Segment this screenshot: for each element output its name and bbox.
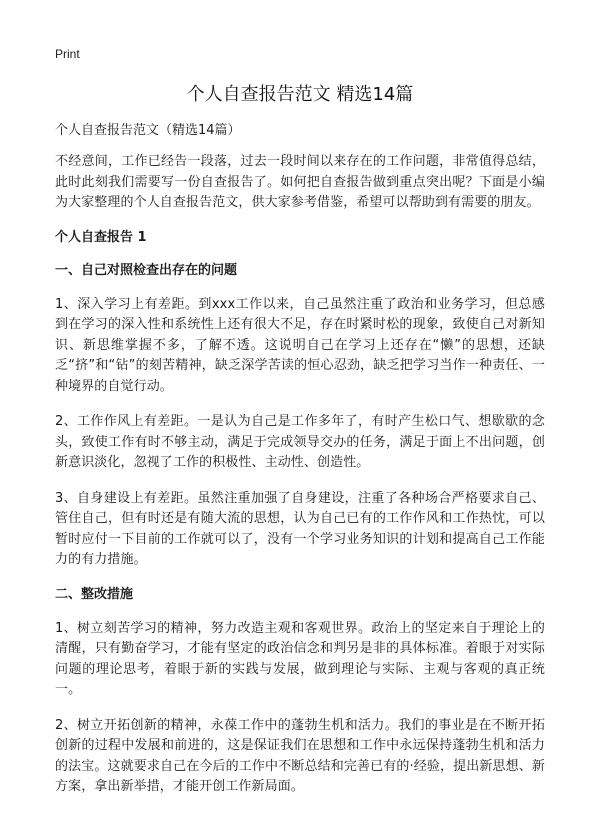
document-subtitle: 个人自查报告范文（精选14篇） (55, 123, 241, 138)
section-paragraph: 1、树立刻苦学习的精神，努力改造主观和客观世界。政治上的坚定来自于理论上的清醒，只有勤奋学习，才能有坚定的政治信念和判另是非的具体标准。着眼于对实际问题的理论思考，着眼于新的实践与发展，做到理论与实际、主观与客观的真正统一。 (55, 620, 545, 697)
section-paragraph: 2、工作作风上有差距。一是认为自己是工作多年了，有时产生松口气、想歇歇的念头，致使工作有时不够主动，满足于完成领导交办的任务，满足于面上不出问题，创新意识淡化，忽视了工作的积极性、主动性、创造性。 (55, 414, 545, 470)
report-heading: 个人自查报告 1 (55, 229, 147, 245)
page-title: 个人自查报告范文 精选14篇 (186, 84, 414, 105)
document-body (55, 122, 545, 813)
section-paragraph: 2、树立开拓创新的精神，永葆工作中的蓬勃生机和活力。我们的事业是在不断开拓创新的过程中发展和前进的，这是保证我们在思想和工作中永远保持蓬勃生机和活力的法宝。这就要求自己在今后的工作中不断总结和完善已有的·经验，提出新思想、新方案，拿出新举措，才能开创工作新局面。 (55, 717, 545, 794)
section-heading-measures: 二、整改措施 (55, 586, 134, 602)
section-paragraph: 1、深入学习上有差距。到xxx工作以来，自己虽然注重了政治和业务学习，但总感到在学习的深入性和系统性上还有很大不足，存在时紧时松的现象，致使自己对新知识、新思维掌握不多，了解不透。这说明自己在学习上还存在“懒”的思想，还缺乏“挤”和“钻”的刻苦精神，缺乏深学苦读的恒心忍劲，缺乏把学习当作一种责任、一种境界的自觉行动。 (55, 296, 545, 394)
intro-paragraph: 不经意间，工作已经告一段落，过去一段时间以来存在的工作问题，非常值得总结，此时此刻我们需要写一份自查报告了。如何把自查报告做到重点突出呢？下面是小编为大家整理的个人自查报告范文，供大家参考借鉴，希望可以帮助到有需要的朋友。 (55, 154, 545, 210)
print-link[interactable]: Print (55, 47, 80, 61)
section-paragraph: 3、自身建设上有差距。虽然注重加强了自身建设，注重了各种场合严格要求自己、管住自己，但有时还是有随大流的思想，认为自己已有的工作作风和工作热忱，可以暂时应付一下目前的工作就可以了，没有一个学习业务知识的计划和提高自己工作能力的有力措施。 (55, 490, 545, 567)
section-heading-problems: 一、自己对照检查出存在的问题 (55, 262, 238, 278)
